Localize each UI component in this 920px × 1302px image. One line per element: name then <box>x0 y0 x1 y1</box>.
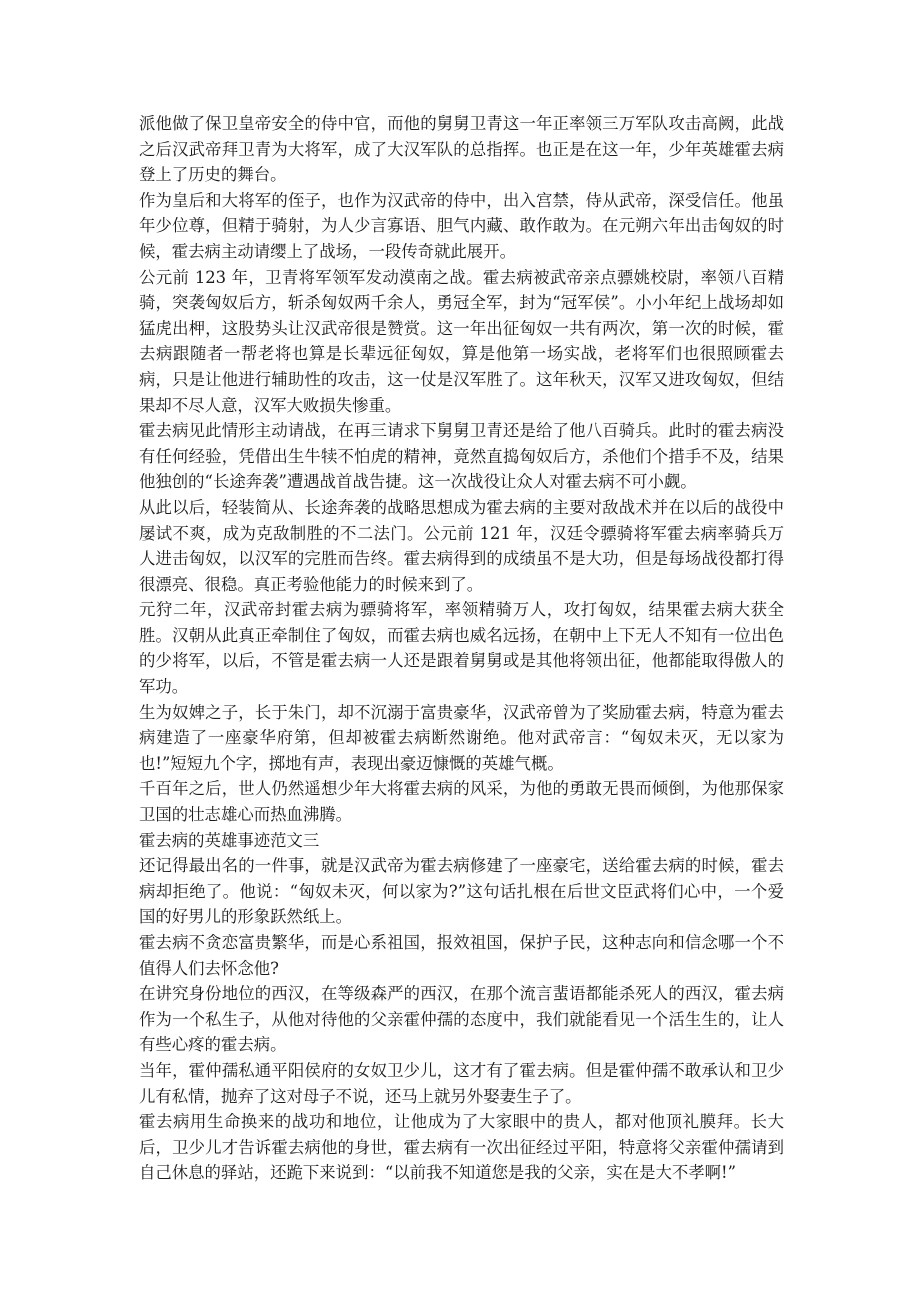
paragraph: 元狩二年，汉武帝封霍去病为骠骑将军，率领精骑万人，攻打匈奴，结果霍去病大获全胜。汉朝从此真正牵制住了匈奴，而霍去病也威名远扬，在朝中上下无人不知有一位出色的少将军，以后，不管是霍去病一人还是跟着舅舅或是其他将领出征，他都能取得傲人的军功。 <box>139 600 784 697</box>
paragraph: 霍去病用生命换来的战功和地位，让他成为了大家眼中的贵人，都对他顶礼膜拜。长大后，卫少儿才告诉霍去病他的身世，霍去病有一次出征经过平阳，特意将父亲霍仲孺请到自己休息的驿站，还跪下来说到：“以前我不知道您是我的父亲，实在是大不孝啊!” <box>139 1112 784 1183</box>
paragraph: 从此以后，轻装简从、长途奔袭的战略思想成为霍去病的主要对敌战术并在以后的战役中屡试不爽，成为克敌制胜的不二法门。公元前 121 年，汉廷令骠骑将军霍去病率骑兵万人进击匈奴，以汉军的完胜而告终。霍去病得到的成绩虽不是大功，但是每场战役都打得很漂亮、很稳。真正考验他能力的时候来到了。 <box>139 497 784 594</box>
paragraph: 霍去病不贪恋富贵繁华，而是心系祖国，报效祖国，保护子民，这种志向和信念哪一个不值得人们去怀念他? <box>139 933 784 978</box>
paragraph: 还记得最出名的一件事，就是汉武帝为霍去病修建了一座豪宅，送给霍去病的时候，霍去病却拒绝了。他说：“匈奴未灭，何以家为?”这句话扎根在后世文臣武将们心中，一个爱国的好男儿的形象跃然纸上。 <box>139 856 784 927</box>
paragraph: 派他做了保卫皇帝安全的侍中官，而他的舅舅卫青这一年正率领三万军队攻击高阙，此战之后汉武帝拜卫青为大将军，成了大汉军队的总指挥。也正是在这一年，少年英雄霍去病登上了历史的舞台。 <box>139 114 784 185</box>
section-heading: 霍去病的英雄事迹范文三 <box>139 830 320 850</box>
paragraph: 当年，霍仲孺私通平阳侯府的女奴卫少儿，这才有了霍去病。但是霍仲孺不敢承认和卫少儿有私情，抛弃了这对母子不说，还马上就另外娶妻生子了。 <box>139 1060 784 1106</box>
document-body <box>139 111 784 1186</box>
paragraph: 霍去病见此情形主动请战，在再三请求下舅舅卫青还是给了他八百骑兵。此时的霍去病没有任何经验，凭借出生牛犊不怕虎的精神，竟然直捣匈奴后方，杀他们个措手不及，结果他独创的“长途奔袭”遭遇战首战告捷。这一次战役让众人对霍去病不可小觑。 <box>139 421 784 492</box>
paragraph: 在讲究身份地位的西汉，在等级森严的西汉，在那个流言蜚语都能杀死人的西汉，霍去病作为一个私生子，从他对待他的父亲霍仲孺的态度中，我们就能看见一个活生生的，让人有些心疼的霍去病。 <box>139 984 784 1055</box>
paragraph: 千百年之后，世人仍然遥想少年大将霍去病的风采，为他的勇敢无畏而倾倒，为他那保家卫国的壮志雄心而热血沸腾。 <box>139 779 784 825</box>
paragraph: 作为皇后和大将军的侄子，也作为汉武帝的侍中，出入宫禁，侍从武帝，深受信任。他虽年少位尊，但精于骑射，为人少言寡语、胆气内藏、敢作敢为。在元朔六年出击匈奴的时候，霍去病主动请缨上了战场，一段传奇就此展开。 <box>139 190 784 261</box>
paragraph: 生为奴婢之子，长于朱门，却不沉溺于富贵豪华，汉武帝曾为了奖励霍去病，特意为霍去病建造了一座豪华府第，但却被霍去病断然谢绝。他对武帝言：“匈奴未灭，无以家为也!”短短九个字，掷地有声，表现出豪迈慷慨的英雄气概。 <box>139 702 784 773</box>
paragraph: 公元前 123 年，卫青将军领军发动漠南之战。霍去病被武帝亲点骠姚校尉，率领八百精骑，突袭匈奴后方，斩杀匈奴两千余人，勇冠全军，封为“冠军侯”。小小年纪上战场却如猛虎出柙，这股势头让汉武帝很是赞赏。这一年出征匈奴一共有两次，第一次的时候，霍去病跟随者一帮老将也算是长辈远征匈奴，算是他第一场实战，老将军们也很照顾霍去病，只是让他进行辅助性的攻击，这一仗是汉军胜了。这年秋天，汉军又进攻匈奴，但结果却不尽人意，汉军大败损失惨重。 <box>139 267 784 415</box>
